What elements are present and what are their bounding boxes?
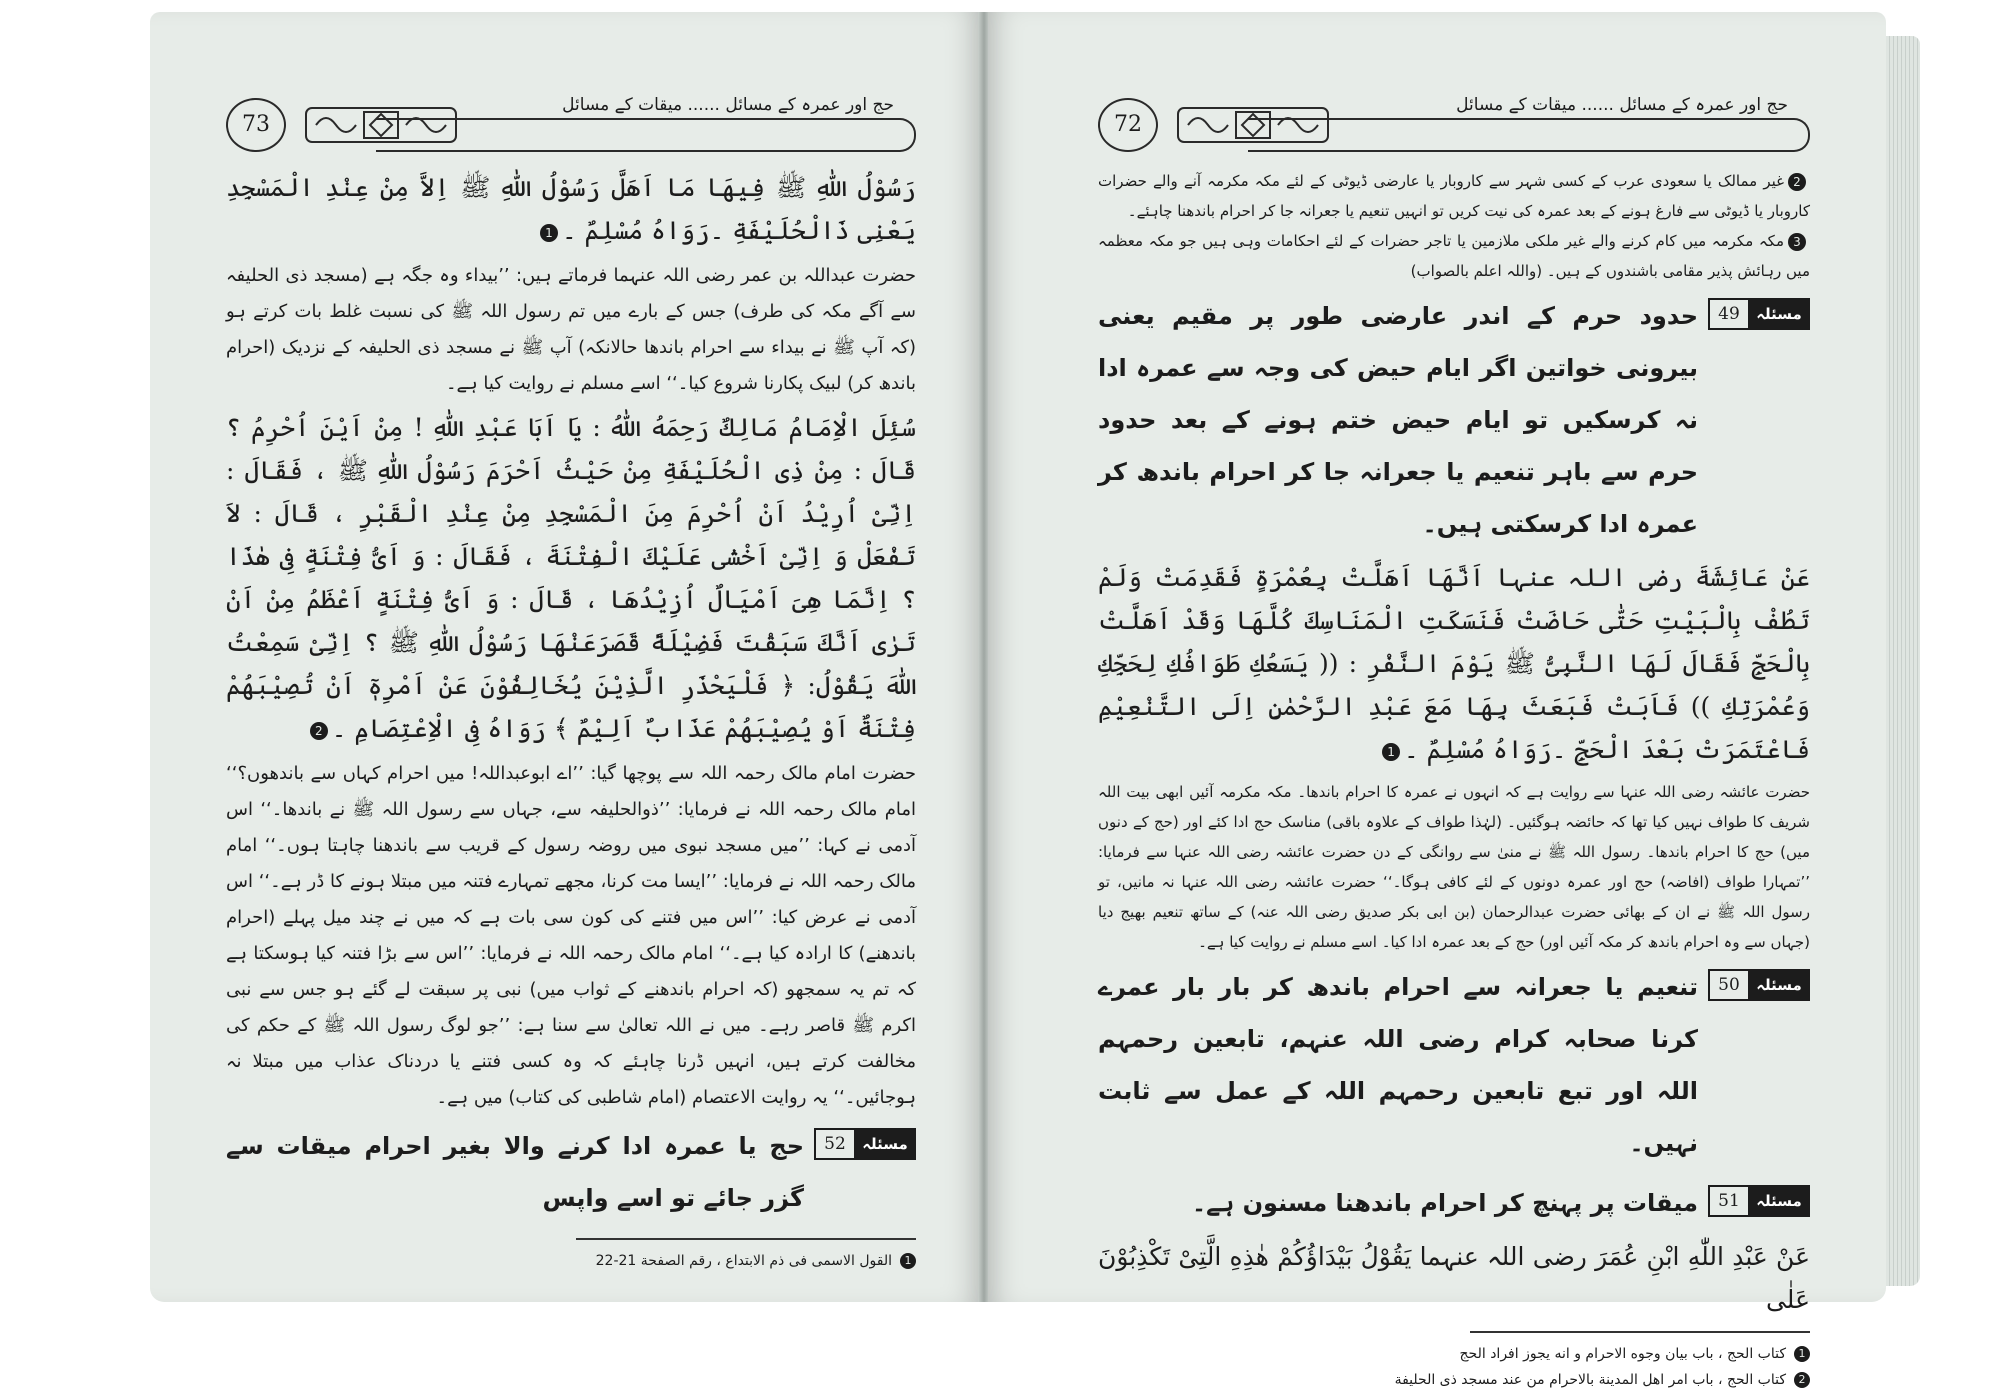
point-text: غیر ممالک یا سعودی عرب کے کسی شہر سے کاروبار یا عارضی ڈیوٹی کے لئے مکہ مکرمہ آنے والے حضرات کاروبار یا ڈیوٹی سے فارغ ہونے کے بعد عمرہ کی نیت کریں تو انہیں تنعیم یا جعرانہ جا کر احرام باندھنا چاہئے۔	[1098, 172, 1810, 220]
masala-heading: میقات پر پہنچ کر احرام باندھنا مسنون ہے۔	[1192, 1189, 1698, 1217]
footnote-divider	[576, 1238, 916, 1240]
masala-51	[1098, 1177, 1810, 1233]
running-header: حج اور عمرہ کے مسائل ...... میقات کے مسائل	[1456, 95, 1788, 115]
urdu-translation: حضرت امام مالک رحمہ اللہ سے پوچھا گیا: ’’اے ابوعبداللہ! میں احرام کہاں سے باندھوں؟‘‘ امام مالک رحمہ اللہ نے فرمایا: ’’ذوالحلیفہ سے، جہاں سے رسول اللہ ﷺ نے باندھا۔‘‘ اس آدمی نے کہا: ’’میں مسجد نبوی میں روضہ رسول کے قریب سے باندھنا چاہتا ہوں۔‘‘ امام مالک رحمہ اللہ نے فرمایا: ’’ایسا مت کرنا، مجھے تمہارے فتنہ میں مبتلا ہونے کا ڈر ہے۔‘‘ اس آدمی نے عرض کیا: ’’اس میں فتنے کی کون سی بات ہے کہ میں نے چند میل پہلے (احرام باندھنے) کا ارادہ کیا ہے۔‘‘ امام مالک رحمہ اللہ نے فرمایا: ’’اس سے بڑا فتنہ کیا ہوسکتا ہے کہ تم یہ سمجھو (کہ احرام باندھنے کے ثواب میں) نبی پر سبقت لے گئے ہو جس سے نبی اکرم ﷺ قاصر رہے۔ میں نے اللہ تعالیٰ سے سنا ہے: ’’جو لوگ رسول اللہ ﷺ کے حکم کی مخالفت کرتے ہیں، انہیں ڈرنا چاہئے کہ وہ کسی فتنے یا دردناک عذاب میں مبتلا نہ ہوجائیں۔‘‘ یہ روایت الاعتصام (امام شاطبی کی کتاب) میں ہے۔	[226, 763, 916, 1108]
header-bar	[1248, 118, 1810, 152]
footnote	[226, 1248, 916, 1274]
page-number: 73	[226, 98, 286, 152]
masala-word: مسئلہ	[1750, 1187, 1808, 1215]
footnote-marker: 2	[310, 722, 328, 740]
running-header: حج اور عمرہ کے مسائل ...... میقات کے مسائل	[562, 95, 894, 115]
arabic-hadith: عَنْ عَبْدِ اللّٰهِ ابْنِ عُمَرَ رضی اللہ عنہما يَقُوْلُ بَيْدَاؤُكُمْ هٰذِهِ الَّتِىْ تَكْذِبُوْنَ عَلٰى	[1098, 1242, 1810, 1314]
page-stack-edge	[1886, 36, 1920, 1286]
masala-heading: تنعیم یا جعرانہ سے احرام باندھ کر بار بار عمرے کرنا صحابہ کرام رضی اللہ عنہم، تابعین رحمہم اللہ اور تبع تابعین رحمہم اللہ کے عمل سے ثابت نہیں۔	[1098, 973, 1698, 1157]
masala-badge	[814, 1128, 916, 1160]
masala-badge	[1708, 1185, 1810, 1217]
footnote-number: 2	[1794, 1372, 1810, 1388]
masala-number: 52	[816, 1130, 856, 1158]
footnote-text: القول الاسمی فی ذم الابتداع ، رقم الصفحة 21-22	[595, 1253, 892, 1269]
urdu-translation: حضرت عبداللہ بن عمر رضی اللہ عنہما فرماتے ہیں: ’’بیداء وہ جگہ ہے (مسجد ذی الحلیفہ سے آگے مکہ کی طرف) جس کے بارے میں تم رسول اللہ ﷺ کی نسبت غلط بات کرتے ہو (کہ آپ ﷺ نے بیداء سے احرام باندھا حالانکہ) آپ ﷺ نے مسجد ذی الحلیفہ کے نزدیک (احرام باندھ کر) لبیک پکارنا شروع کیا۔‘‘ اسے مسلم نے روایت کیا ہے۔	[226, 265, 916, 394]
masala-heading: حج یا عمرہ ادا کرنے والا بغیر احرام میقات سے گزر جائے تو اسے واپس	[226, 1132, 804, 1212]
right-page	[988, 12, 1886, 1388]
masala-word: مسئلہ	[1750, 300, 1808, 328]
point-number: 3	[1788, 233, 1806, 251]
page-number: 72	[1098, 98, 1158, 152]
masala-heading: حدود حرم کے اندر عارضی طور پر مقیم یعنی بیرونی خواتین اگر ایام حیض کی وجہ سے عمرہ ادا نہ کرسکیں تو ایام حیض ختم ہونے کے بعد حدود حرم سے باہر تنعیم یا جعرانہ جا کر احرام باندھ کر عمرہ ادا کرسکتی ہیں۔	[1098, 302, 1698, 538]
footnote-number: 1	[900, 1253, 916, 1269]
masala-number: 51	[1710, 1187, 1750, 1215]
right-page-header	[1098, 92, 1810, 154]
masala-52	[226, 1120, 916, 1228]
left-page	[150, 12, 980, 1302]
footnote-number: 1	[1794, 1346, 1810, 1362]
footnote-text: كتاب الحج ، باب امر اهل المدينة بالاحرام من عند مسجد ذى الحليفة	[1394, 1372, 1786, 1388]
footnote	[1098, 1367, 1810, 1393]
masala-number: 50	[1710, 971, 1750, 999]
footnote-text: كتاب الحج ، باب بيان وجوه الاحرام و انه يجوز افراد الحج	[1459, 1346, 1786, 1362]
arabic-athar	[226, 406, 916, 750]
urdu-translation: حضرت عائشہ رضی اللہ عنہا سے روایت ہے کہ انہوں نے عمرہ کا احرام باندھا۔ مکہ مکرمہ آئیں ابھی بیت اللہ شریف کا طواف نہیں کیا تھا کہ حائضہ ہوگئیں۔ (لہٰذا طواف کے علاوہ باقی) مناسک حج ادا کئے اور (حج کے دنوں میں) حج کا احرام باندھا۔ رسول اللہ ﷺ نے منیٰ سے روانگی کے دن حضرت عائشہ رضی اللہ عنہا سے فرمایا: ’’تمہارا طواف (افاضہ) حج اور عمرہ دونوں کے لئے کافی ہوگا۔‘‘ حضرت عائشہ رضی اللہ عنہا نہ مانیں، تو رسول اللہ ﷺ نے ان کے بھائی حضرت عبدالرحمان (بن ابی بکر صدیق رضی اللہ عنہ) کے ساتھ تنعیم بھیج دیا (جہاں سے وہ احرام باندھ کر مکہ آئیں اور) حج کے بعد عمرہ ادا کیا۔ اسے مسلم نے روایت کیا ہے۔	[1098, 783, 1810, 951]
footnote-divider	[1470, 1331, 1810, 1333]
arabic-hadith	[1098, 556, 1810, 771]
arabic-athar-text: سُئِلَ الْاِمَامُ مَالِكٌ رَحِمَهُ اللّٰهُ : يَا اَبَا عَبْدِ اللّٰهِ ! مِنْ اَيْنَ اُحْرِمُ ؟ قَالَ : مِنْ ذِى الْحُلَيْفَةِ مِنْ حَيْثُ اَحْرَمَ رَسُوْلُ اللّٰهِ ﷺ ، فَقَالَ : اِنِّىْ اُرِيْدُ اَنْ اُحْرِمَ مِنَ الْمَسْجِدِ مِنْ عِنْدِ الْقَبْرِ ، قَالَ : لاَ تَفْعَلْ وَ اِنِّىْ اَخْشٰى عَلَيْكَ الْفِتْنَةَ ، فَقَالَ : وَ اَىُّ فِتْنَةٍ فِى هٰذَا ؟ اِنَّمَا هِىَ اَمْيَالٌ اُزِيْدُهَا ، قَالَ : وَ اَىُّ فِتْنَةٍ اَعْظَمُ مِنْ اَنْ تَرٰى اَنَّكَ سَبَقْتَ فَضِيْلَةً قَصَرَعَنْهَا رَسُوْلُ اللّٰهِ ﷺ ؟ اِنِّىْ سَمِعْتُ اللّٰهَ يَقُوْلُ: ﴿ فَلْيَحْذَرِ الَّذِيْنَ يُخَالِفُوْنَ عَنْ اَمْرِهٖٓ اَنْ تُصِيْبَهُمْ فِتْنَةٌ اَوْ يُصِيْبَهُمْ عَذَابٌ اَلِيْمٌ ﴾ رَوَاهُ فِى الْاِعْتِصَامِ ۔	[226, 413, 916, 743]
masala-49	[1098, 290, 1810, 554]
header-bar	[376, 118, 916, 152]
masala-word: مسئلہ	[1750, 971, 1808, 999]
numbered-point	[1098, 226, 1810, 286]
arabic-hadith-text: رَسُوْلُ اللّٰهِ ﷺ فِيهَا مَا اَهَلَّ رَسُوْلُ اللّٰهِ ﷺ اِلاَّ مِنْ عِنْدِ الْمَسْجِدِ يَعْنِى ذَالْحُلَيْفَةِ ۔رَوَاهُ مُسْلِمٌ ۔	[226, 173, 916, 245]
left-page-header	[226, 92, 916, 154]
footnote-marker: 1	[1382, 743, 1400, 761]
footnote-marker: 1	[540, 224, 558, 242]
masala-badge	[1708, 298, 1810, 330]
point-number: 2	[1788, 173, 1806, 191]
open-book	[150, 12, 1950, 1388]
footnote	[1098, 1341, 1810, 1367]
masala-badge	[1708, 969, 1810, 1001]
arabic-hadith-text: عَنْ عَائِشَةَ رضی اللہ عنہا اَنَّهَا اَهَلَّتْ بِعُمْرَةٍ فَقَدِمَتْ وَلَمْ تَطُفْ بِالْبَيْتِ حَتّٰى حَاضَتْ فَنَسَكَتِ الْمَنَاسِكَ كُلَّهَا وَقَدْ اَهَلَّتْ بِالْحَجِّ فَقَالَ لَهَا النَّبِىُّ ﷺ يَوْمَ النَّفْرِ : (( يَسَعُكِ طَوَافُكِ لِحَجِّكِ وَعُمْرَتِكِ )) فَاَبَتْ فَبَعَثَ بِهَا مَعَ عَبْدِ الرَّحْمٰنِ اِلَى التَّنْعِيْمِ فَاعْتَمَرَتْ بَعْدَ الْحَجِّ ۔رَوَاهُ مُسْلِمٌ ۔	[1098, 563, 1810, 764]
arabic-hadith	[226, 166, 916, 252]
masala-50	[1098, 961, 1810, 1173]
masala-word: مسئلہ	[856, 1130, 914, 1158]
numbered-point	[1098, 166, 1810, 226]
right-page-content	[1098, 92, 1810, 1393]
point-text: مکہ مکرمہ میں کام کرنے والے غیر ملکی ملازمین یا تاجر حضرات کے لئے احکامات وہی ہیں جو مکہ معظمہ میں رہائش پذیر مقامی باشندوں کے ہیں۔ (واللہ اعلم بالصواب)	[1098, 232, 1810, 280]
masala-number: 49	[1710, 300, 1750, 328]
left-page-content	[226, 92, 916, 1274]
